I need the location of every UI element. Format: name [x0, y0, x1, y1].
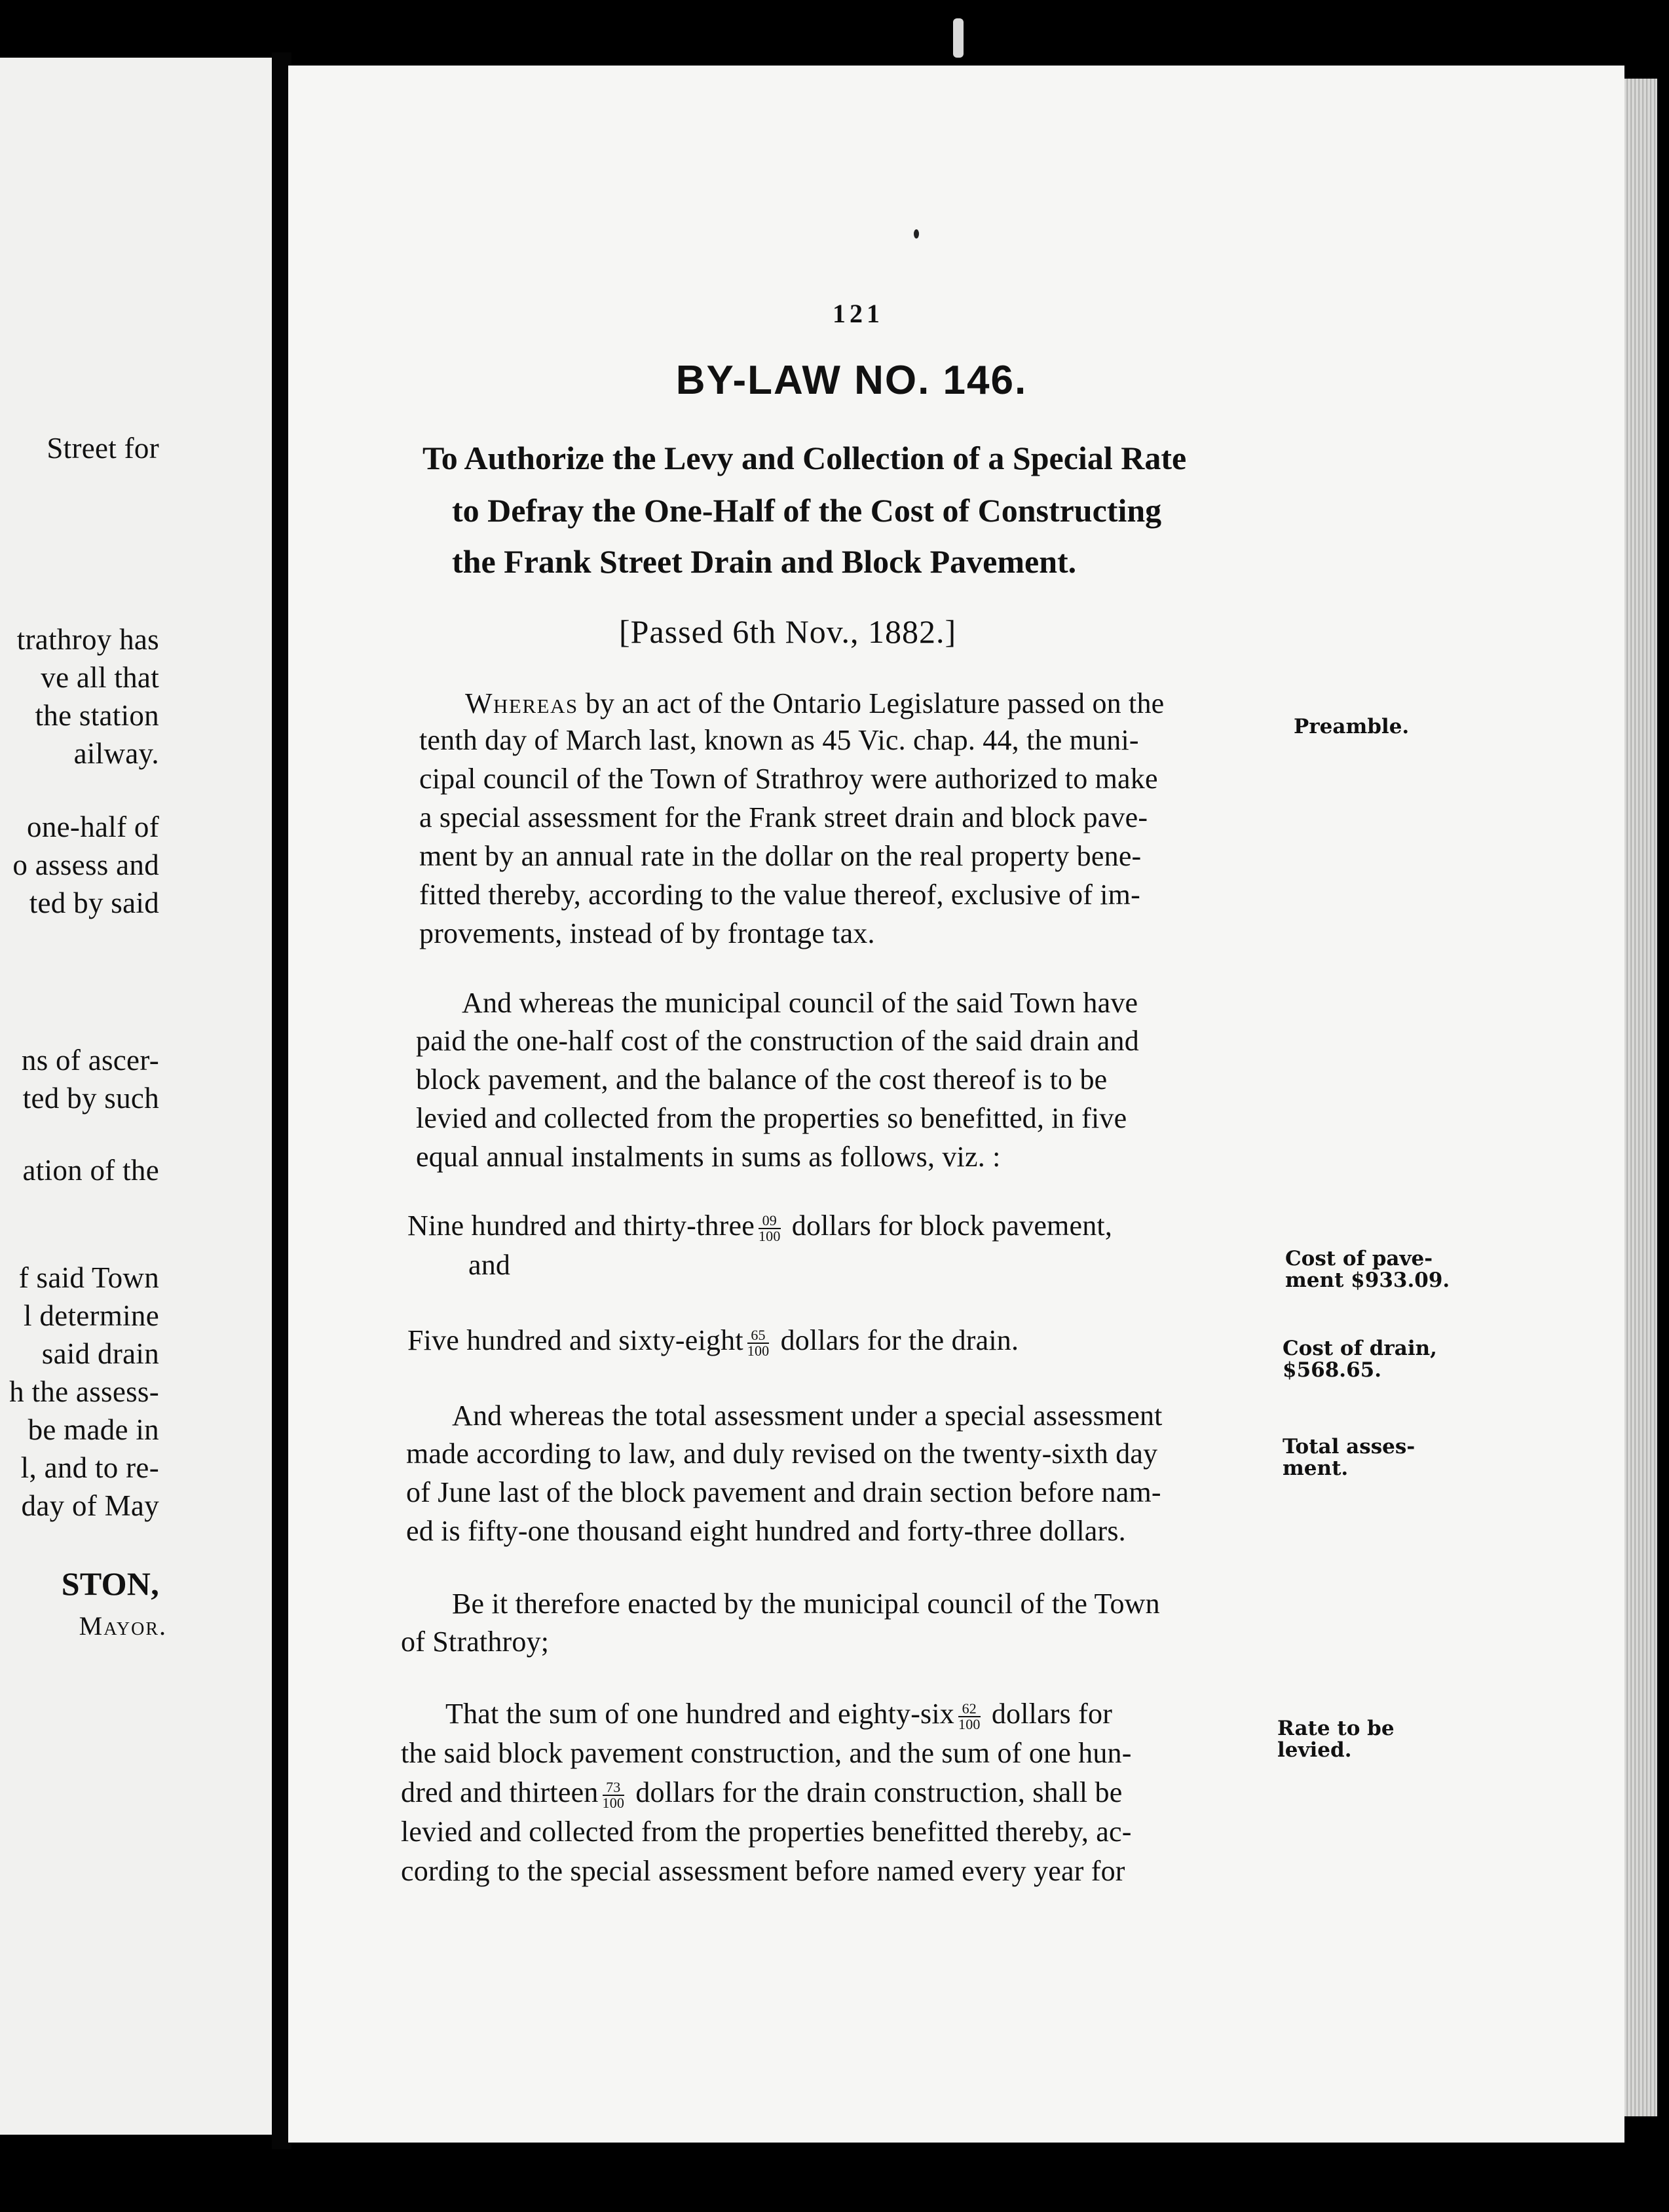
left-line: ation of the — [22, 1154, 159, 1187]
body-line — [445, 1697, 1112, 1732]
fraction-numerator: 62 — [958, 1702, 981, 1717]
fraction-denominator: 100 — [747, 1342, 770, 1359]
fraction-denominator: 100 — [958, 1715, 981, 1732]
fraction-numerator: 73 — [603, 1780, 625, 1796]
fraction — [603, 1780, 625, 1810]
fraction-denominator: 100 — [758, 1227, 781, 1244]
subtitle-line: to Defray the One-Half of the Cost of Constructing — [452, 492, 1162, 529]
margin-note-line: levied. — [1277, 1738, 1352, 1762]
fraction — [759, 1213, 781, 1244]
page-title: BY-LAW NO. 146. — [675, 358, 1028, 403]
body-line: the said block pavement construction, and the sum of one hun- — [401, 1737, 1132, 1769]
body-line: ed is fifty-one thousand eight hundred and forty-three dollars. — [406, 1515, 1126, 1547]
body-line: ment by an annual rate in the dollar on the real property bene- — [419, 840, 1142, 872]
left-line: ted by said — [29, 887, 159, 919]
left-line: one-half of — [27, 810, 159, 843]
body-text: Nine hundred and thirty-three — [407, 1210, 755, 1242]
left-line: ve all that — [41, 661, 159, 694]
left-line: be made in — [28, 1413, 159, 1446]
left-line: l determine — [24, 1299, 159, 1332]
left-line: trathroy has — [16, 623, 159, 656]
body-line: block pavement, and the balance of the cost thereof is to be — [416, 1063, 1108, 1096]
body-line: paid the one-half cost of the construction of the said drain and — [416, 1025, 1139, 1057]
fraction-numerator: 09 — [759, 1213, 781, 1229]
body-text: Five hundred and sixty-eight — [407, 1324, 743, 1356]
body-text: dollars for block pavement, — [791, 1210, 1113, 1242]
margin-note-line: Total asses- — [1283, 1435, 1416, 1459]
margin-note-line: ment $933.09. — [1285, 1268, 1450, 1292]
body-line: of June last of the block pavement and drain section before nam- — [406, 1476, 1161, 1508]
body-line: provements, instead of by frontage tax. — [419, 917, 875, 949]
body-line — [401, 1776, 1122, 1810]
body-line: cording to the special assessment before named every year for — [401, 1855, 1125, 1887]
body-line: levied and collected from the properties benefitted thereby, ac- — [401, 1816, 1132, 1848]
body-line: fitted thereby, according to the value thereof, exclusive of im- — [419, 879, 1140, 911]
body-line: Be it therefore enacted by the municipal council of the Town — [452, 1588, 1160, 1620]
left-line: day of May — [21, 1489, 159, 1522]
left-line: ted by such — [22, 1082, 159, 1115]
subtitle-line: To Authorize the Levy and Collection of a Special Rate — [422, 440, 1187, 476]
body-line: and — [468, 1249, 511, 1281]
body-line: made according to law, and duly revised on the twenty-sixth day — [406, 1438, 1158, 1470]
left-line: Street for — [47, 432, 159, 465]
body-text: dollars for the drain construction, shall be — [635, 1776, 1123, 1808]
left-line: ns of ascer- — [21, 1044, 159, 1077]
page-number: 121 — [833, 299, 884, 328]
margin-note-pavement — [1285, 1248, 1450, 1291]
lead-word: Whereas — [465, 687, 578, 719]
ink-speck — [914, 229, 919, 238]
margin-note-rate — [1277, 1718, 1395, 1761]
margin-note-preamble: Preamble. — [1294, 715, 1410, 738]
body-line: And whereas the total assessment under a special assessment — [452, 1400, 1163, 1432]
margin-note-drain — [1283, 1338, 1437, 1381]
left-line: h the assess- — [9, 1375, 159, 1408]
left-signature-title: Mayor. — [79, 1611, 167, 1641]
body-line: of Strathroy; — [401, 1626, 550, 1658]
left-signature-name: STON, — [61, 1565, 159, 1602]
body-line: cipal council of the Town of Strathroy were authorized to make — [419, 763, 1158, 795]
margin-note-line: Rate to be — [1277, 1717, 1395, 1740]
left-line: l, and to re- — [20, 1451, 159, 1484]
fraction-numerator: 65 — [747, 1328, 770, 1344]
left-line: o assess and — [12, 849, 159, 881]
left-line: said drain — [41, 1337, 159, 1370]
body-line: a special assessment for the Frank street drain and block pave- — [419, 801, 1148, 833]
body-line — [407, 1209, 1112, 1244]
subtitle-line: the Frank Street Drain and Block Pavement. — [452, 543, 1077, 580]
body-line — [407, 1324, 1019, 1358]
body-text: dollars for — [991, 1698, 1113, 1730]
body-text: dollars for the drain. — [780, 1324, 1019, 1356]
body-line: levied and collected from the properties so benefitted, in five — [416, 1102, 1127, 1134]
body-line: equal annual instalments in sums as follows, viz. : — [416, 1141, 1001, 1173]
left-line: f said Town — [18, 1261, 159, 1294]
passed-date: [Passed 6th Nov., 1882.] — [619, 613, 957, 650]
margin-note-line: Cost of pave- — [1285, 1247, 1433, 1270]
body-text: dred and thirteen — [401, 1776, 599, 1808]
left-facing-page — [0, 58, 272, 2135]
margin-note-line: Cost of drain, — [1283, 1337, 1437, 1360]
margin-note-total — [1283, 1436, 1415, 1479]
fraction — [958, 1702, 981, 1732]
body-line: tenth day of March last, known as 45 Vic. chap. 44, the muni- — [419, 724, 1139, 756]
margin-note-line: ment. — [1283, 1457, 1349, 1480]
ink-speck — [953, 18, 964, 58]
body-line: And whereas the municipal council of the said Town have — [462, 987, 1138, 1019]
body-text: by an act of the Ontario Legislature passed on the — [585, 687, 1165, 719]
body-line — [465, 687, 1164, 720]
fraction — [747, 1328, 770, 1358]
fraction-denominator: 100 — [602, 1794, 625, 1811]
left-line: ailway. — [73, 737, 159, 770]
left-line: the station — [35, 699, 159, 732]
body-text: That the sum of one hundred and eighty-six — [445, 1698, 955, 1730]
margin-note-line: $568.65. — [1283, 1358, 1382, 1382]
